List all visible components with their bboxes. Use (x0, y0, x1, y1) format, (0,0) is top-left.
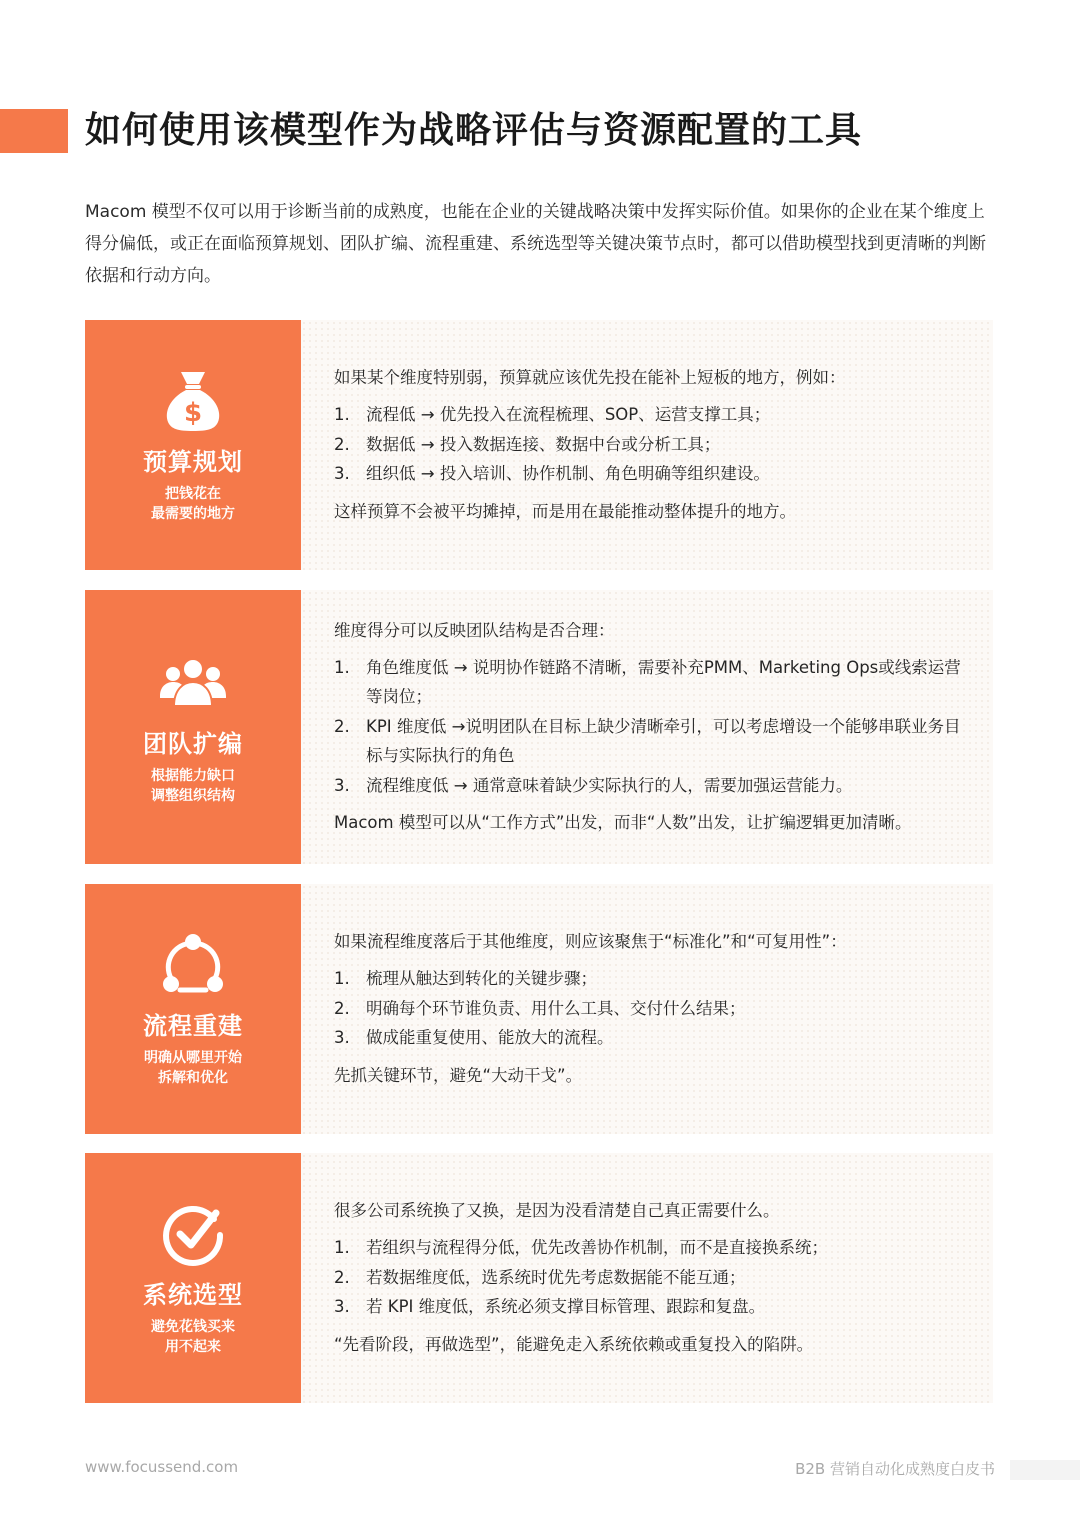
card-list (334, 1233, 969, 1322)
list-item (334, 400, 969, 430)
intro-paragraph: Macom 模型不仅可以用于诊断当前的成熟度，也能在企业的关键战略决策中发挥实际价值。如果你的企业在某个维度上得分偏低，或正在面临预算规划、团队扩编、流程重建、系统选型等关键决策节点时，都可以借助模型找到更清晰的判断依据和行动方向。 (85, 202, 986, 286)
list-item (334, 1233, 969, 1263)
list-number: 1. (334, 657, 350, 677)
card-content (301, 590, 993, 864)
money-bag-icon (158, 366, 228, 436)
card-lead: 很多公司系统换了又换，是因为没看清楚自己真正需要什么。 (334, 1201, 780, 1221)
svg-text:$: $ (183, 398, 203, 428)
list-item (334, 459, 969, 489)
card-subtitle-line: 避免花钱买来 (151, 1319, 235, 1335)
list-number: 3. (334, 464, 350, 484)
card-list (334, 400, 969, 489)
list-text: 做成能重复使用、能放大的流程。 (366, 1028, 614, 1048)
list-item (334, 1023, 969, 1053)
card-subtitle-line: 调整组织结构 (151, 788, 235, 804)
page-title: 如何使用该模型作为战略评估与资源配置的工具 (85, 110, 863, 151)
card-content (301, 884, 993, 1134)
card-conclusion: “先看阶段，再做选型”，能避免走入系统依赖或重复投入的陷阱。 (334, 1334, 814, 1354)
list-item (334, 430, 969, 460)
list-number: 2. (334, 434, 350, 454)
card-content (301, 1153, 993, 1403)
card-team-expansion (85, 590, 993, 864)
list-number: 3. (334, 775, 350, 795)
card-lead: 如果某个维度特别弱，预算就应该优先投在能补上短板的地方，例如： (334, 368, 846, 388)
list-text: 流程低 → 优先投入在流程梳理、SOP、运营支撑工具； (366, 405, 771, 425)
list-number: 1. (334, 405, 350, 425)
card-subtitle-line: 用不起来 (165, 1339, 221, 1355)
list-text: 若组织与流程得分低，优先改善协作机制，而不是直接换系统； (366, 1238, 828, 1258)
list-item (334, 1263, 969, 1293)
footer-doc-title: B2B 营销自动化成熟度白皮书 (795, 1460, 995, 1478)
list-text: 若数据维度低，选系统时优先考虑数据能不能互通； (366, 1267, 746, 1287)
list-number: 1. (334, 1238, 350, 1258)
footer-accent-bar (1010, 1460, 1080, 1480)
list-text: 数据低 → 投入数据连接、数据中台或分析工具； (366, 434, 721, 454)
card-lead: 如果流程维度落后于其他维度，则应该聚焦于“标准化”和“可复用性”： (334, 932, 847, 952)
list-number: 1. (334, 969, 350, 989)
list-number: 3. (334, 1297, 350, 1317)
card-subtitle (144, 1048, 242, 1088)
card-subtitle-line: 明确从哪里开始 (144, 1050, 242, 1066)
card-subtitle (151, 1317, 235, 1357)
list-item (334, 964, 969, 994)
card-label-panel (85, 590, 301, 864)
process-cycle-icon (158, 930, 228, 1000)
title-accent-bar (0, 109, 68, 153)
list-item (334, 712, 969, 771)
list-text: 若 KPI 维度低，系统必须支撑目标管理、跟踪和复盘。 (366, 1297, 766, 1317)
team-icon (158, 648, 228, 718)
card-lead: 维度得分可以反映团队结构是否合理： (334, 620, 615, 640)
card-label-panel (85, 1153, 301, 1403)
check-circle-icon (158, 1199, 228, 1269)
list-number: 2. (334, 716, 350, 736)
list-text: 明确每个环节谁负责、用什么工具、交付什么结果； (366, 998, 746, 1018)
list-item (334, 653, 969, 712)
list-text: KPI 维度低 →说明团队在目标上缺少清晰牵引，可以考虑增设一个能够串联业务目标与实际执行的角色 (366, 716, 961, 766)
card-list (334, 964, 969, 1053)
card-subtitle-line: 拆解和优化 (158, 1070, 228, 1086)
card-list (334, 653, 969, 801)
list-number: 2. (334, 1267, 350, 1287)
list-text: 流程维度低 → 通常意味着缺少实际执行的人，需要加强运营能力。 (366, 775, 853, 795)
card-conclusion: 先抓关键环节，避免“大动干戈”。 (334, 1065, 583, 1085)
card-process-rebuild (85, 884, 993, 1134)
card-conclusion: Macom 模型可以从“工作方式”出发，而非“人数”出发，让扩编逻辑更加清晰。 (334, 813, 912, 833)
list-item (334, 994, 969, 1024)
card-subtitle (151, 766, 235, 806)
list-item (334, 771, 969, 801)
card-subtitle (151, 484, 235, 524)
card-subtitle-line: 把钱花在 (165, 486, 221, 502)
card-system-selection (85, 1153, 993, 1403)
card-label-panel (85, 884, 301, 1134)
card-title: 流程重建 (143, 1012, 243, 1040)
card-subtitle-line: 根据能力缺口 (151, 768, 235, 784)
list-text: 梳理从触达到转化的关键步骤； (366, 969, 597, 989)
card-budget-planning (85, 320, 993, 570)
card-title: 团队扩编 (143, 730, 243, 758)
list-text: 组织低 → 投入培训、协作机制、角色明确等组织建设。 (366, 464, 770, 484)
footer-website: www.focussend.com (85, 1458, 239, 1476)
list-item (334, 1292, 969, 1322)
list-number: 3. (334, 1028, 350, 1048)
card-title: 预算规划 (143, 448, 243, 476)
list-text: 角色维度低 → 说明协作链路不清晰，需要补充PMM、Marketing Ops或线索运营等岗位； (366, 657, 961, 707)
card-content (301, 320, 993, 570)
card-label-panel (85, 320, 301, 570)
card-title: 系统选型 (143, 1281, 243, 1309)
list-number: 2. (334, 998, 350, 1018)
card-conclusion: 这样预算不会被平均摊掉，而是用在最能推动整体提升的地方。 (334, 501, 796, 521)
card-subtitle-line: 最需要的地方 (151, 506, 235, 522)
